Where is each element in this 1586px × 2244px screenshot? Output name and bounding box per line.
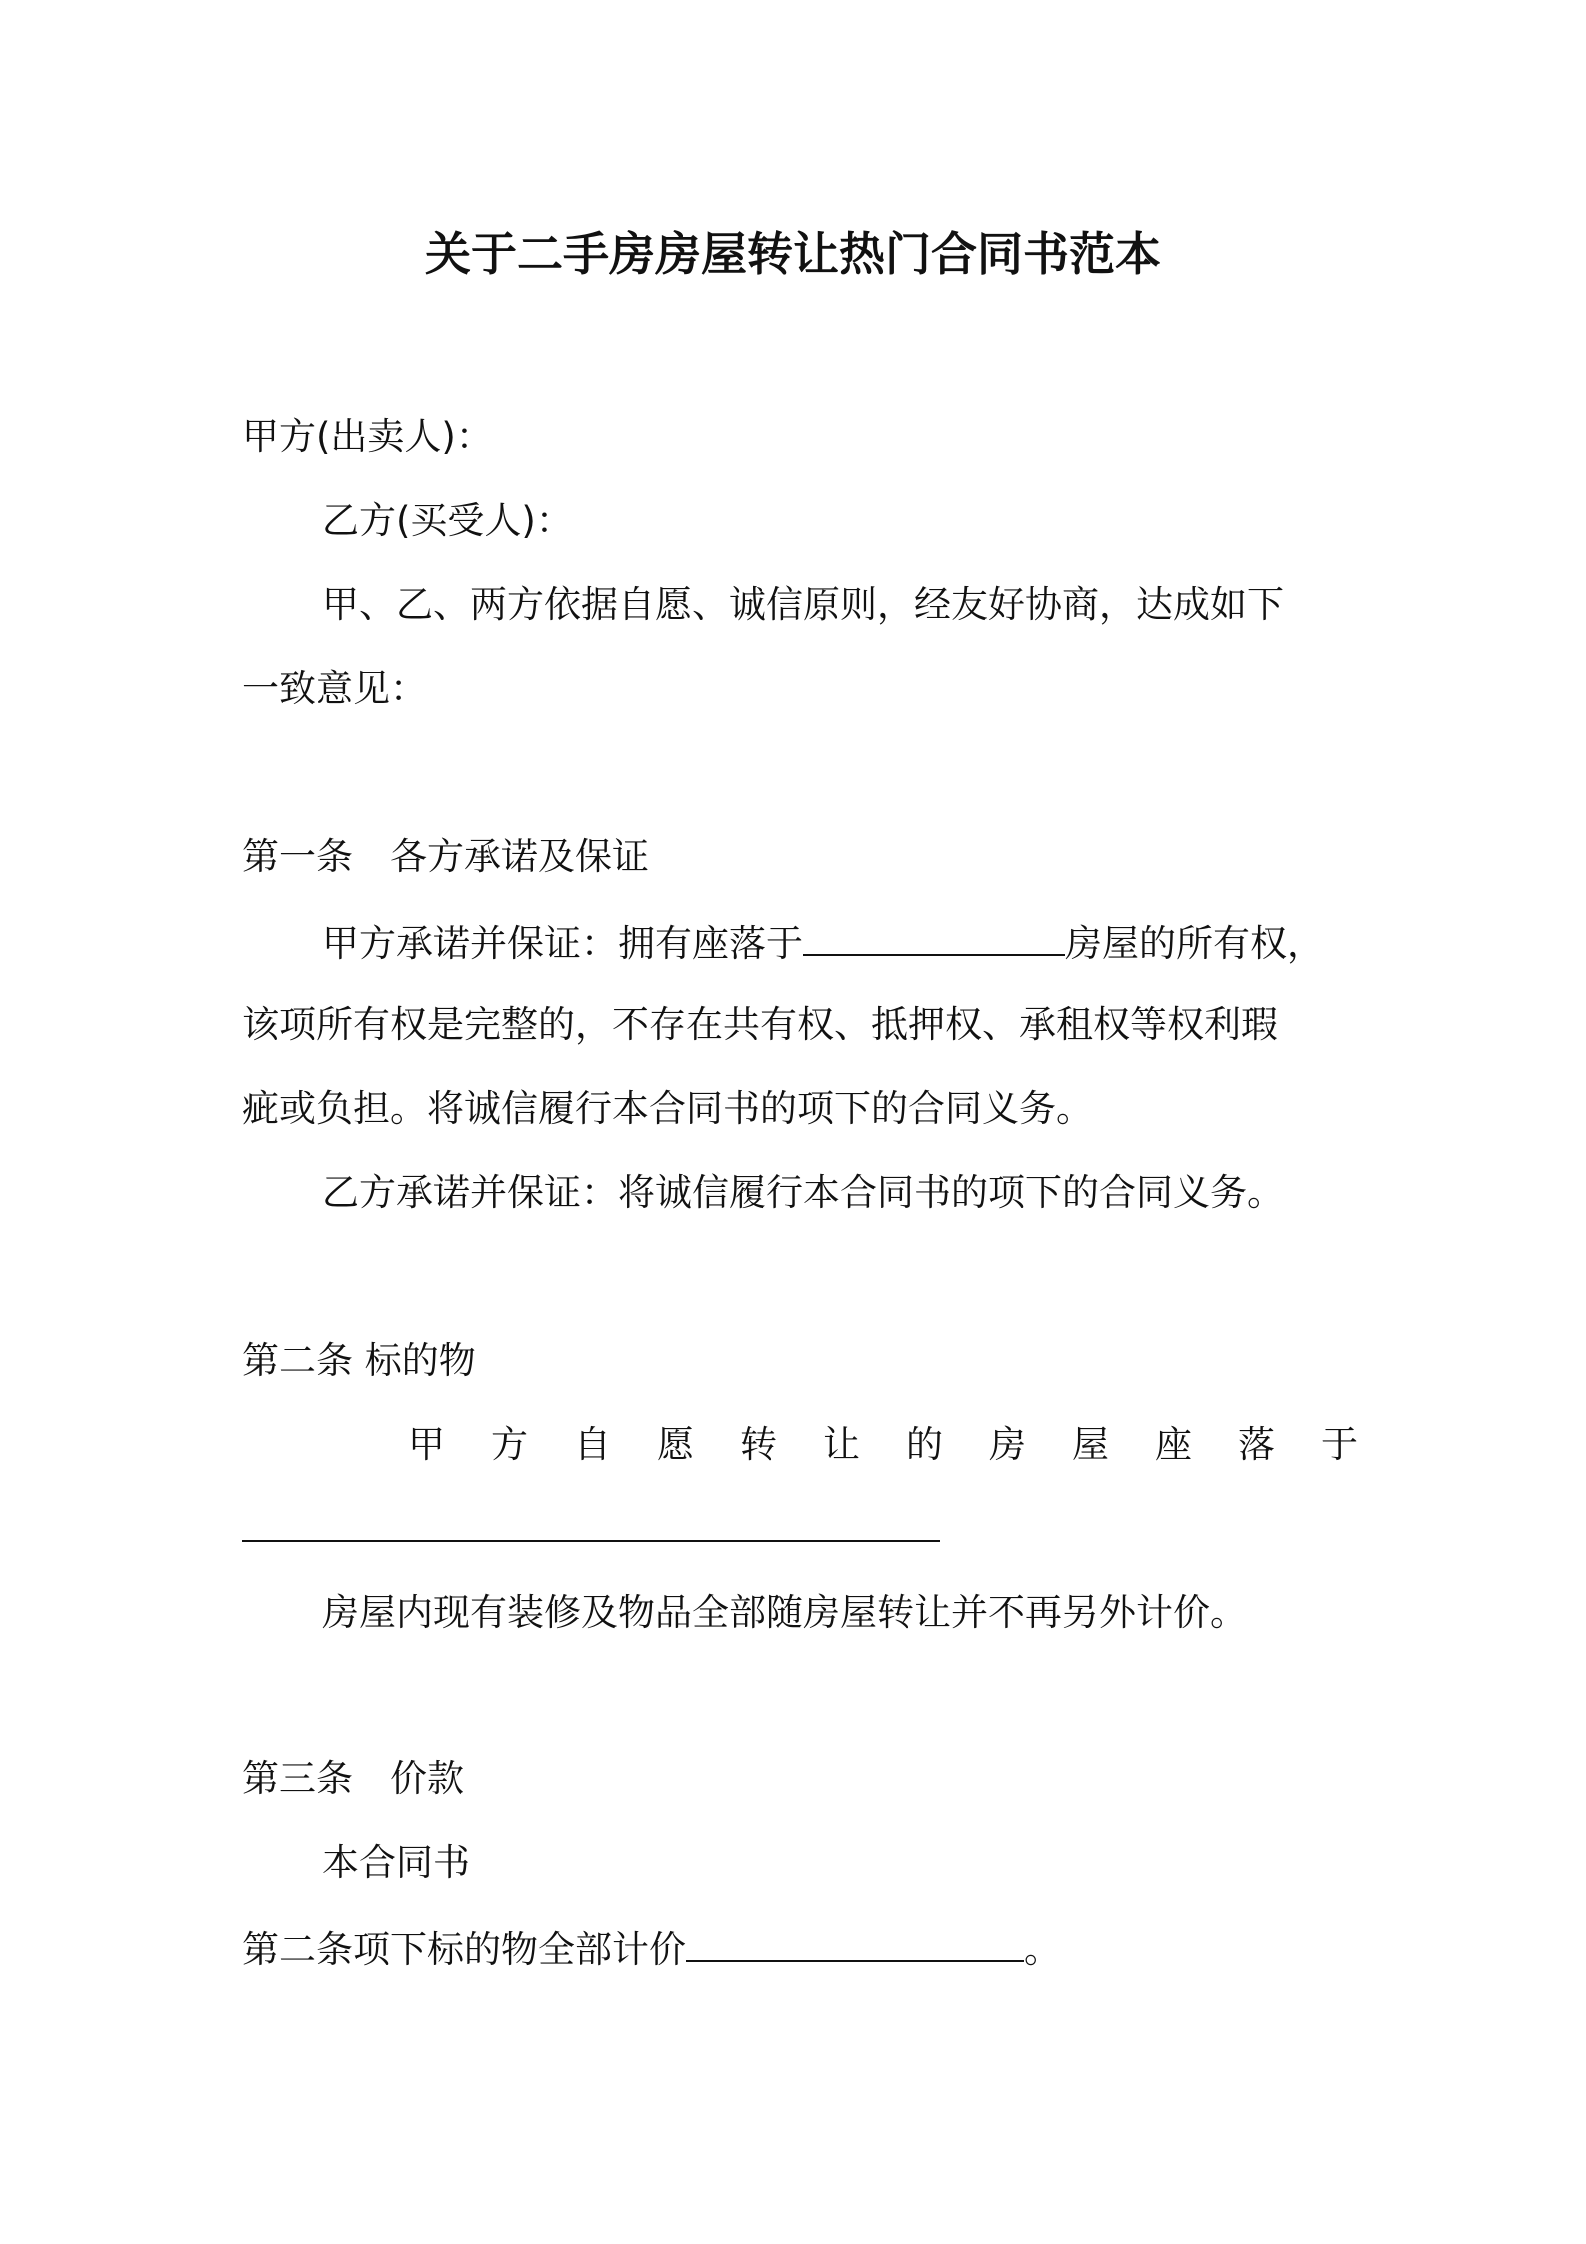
article-2-line-2: 房屋内现有装修及物品全部随房屋转让并不再另外计价。 bbox=[322, 1591, 1247, 1634]
article-3-line-1: 本合同书 bbox=[322, 1841, 470, 1884]
intro-paragraph-line-1: 甲、乙、两方依据自愿、诚信原则，经友好协商，达成如下 bbox=[322, 583, 1284, 626]
article-2-heading: 第二条 标的物 bbox=[242, 1339, 476, 1382]
intro-paragraph-line-2: 一致意见： bbox=[242, 667, 427, 710]
spread-char: 甲 bbox=[408, 1423, 445, 1466]
spread-char: 自 bbox=[574, 1423, 611, 1466]
article-3-text-pre: 第二条项下标的物全部计价 bbox=[242, 1928, 686, 1971]
article-1-party-a-text-pre: 甲方承诺并保证：拥有座落于 bbox=[322, 922, 803, 965]
article-3-line-2 bbox=[242, 1922, 1061, 1975]
article-1-heading: 第一条 各方承诺及保证 bbox=[242, 835, 649, 878]
price-blank bbox=[686, 1922, 1024, 1962]
spread-char: 落 bbox=[1238, 1423, 1275, 1466]
spread-char: 的 bbox=[906, 1423, 943, 1466]
article-2-location-blank bbox=[242, 1540, 940, 1542]
spread-char: 房 bbox=[989, 1423, 1026, 1466]
article-3-heading: 第三条 价款 bbox=[242, 1757, 464, 1800]
article-2-justified-line bbox=[408, 1420, 1358, 1470]
spread-char: 让 bbox=[823, 1423, 860, 1466]
spread-char: 方 bbox=[491, 1423, 528, 1466]
spread-char: 屋 bbox=[1072, 1423, 1109, 1466]
party-a-label: 甲方(出卖人)： bbox=[242, 415, 493, 458]
spread-char: 转 bbox=[740, 1423, 777, 1466]
article-1-party-b: 乙方承诺并保证：将诚信履行本合同书的项下的合同义务。 bbox=[322, 1171, 1284, 1214]
spread-char: 愿 bbox=[657, 1423, 694, 1466]
document-title: 关于二手房房屋转让热门合同书范本 bbox=[425, 227, 1161, 281]
article-1-party-a-text-post: 房屋的所有权， bbox=[1065, 922, 1324, 965]
article-1-party-a-line-3: 疵或负担。将诚信履行本合同书的项下的合同义务。 bbox=[242, 1087, 1093, 1130]
party-b-label: 乙方(买受人)： bbox=[322, 499, 573, 542]
location-blank bbox=[803, 916, 1065, 956]
spread-char: 于 bbox=[1321, 1423, 1358, 1466]
article-3-text-post: 。 bbox=[1024, 1928, 1061, 1971]
spread-char: 座 bbox=[1155, 1423, 1192, 1466]
article-1-party-a-line-1 bbox=[322, 916, 1324, 969]
article-1-party-a-line-2: 该项所有权是完整的，不存在共有权、抵押权、承租权等权利瑕 bbox=[242, 1003, 1278, 1046]
